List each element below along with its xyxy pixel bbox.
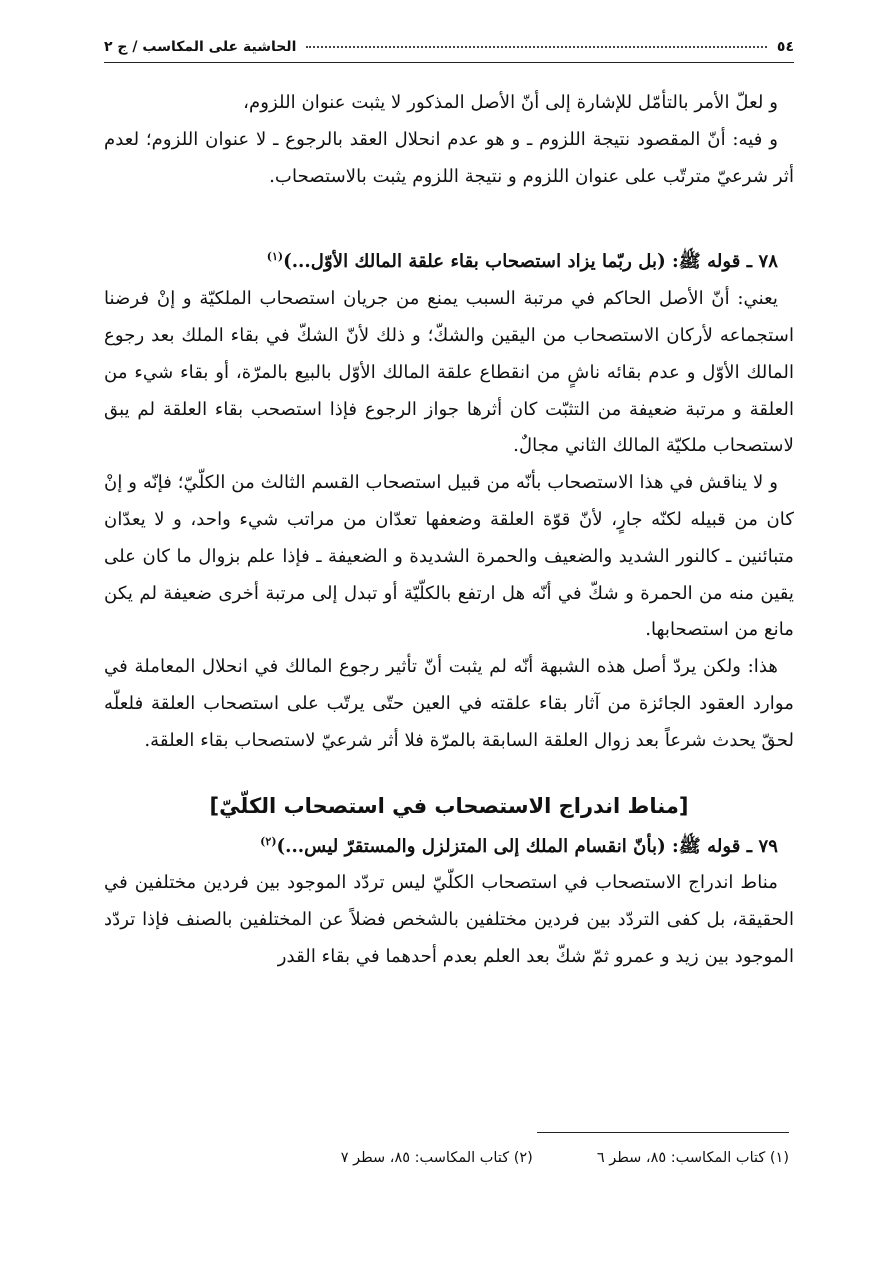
page-number: ٥٤: [776, 39, 794, 55]
section-spacer: [104, 195, 794, 239]
section-79-quote: ٧٩ ـ قوله ﷺ: (بأنّ انقسام الملك إلى المتزلزل والمستقرّ ليس...): [276, 835, 778, 857]
paragraph: مناط اندراج الاستصحاب في استصحاب الكلّيّ ليس تردّد الموجود بين فردين مختلفين في الحقيقة، بل كفى التردّد بين فردين مختلفين بالشخص فضلاً عن المختلفين بالصنف فإذا تردّد الموجود بين زيد و عمرو ثمّ شكّ بعد العلم بعدم أحدهما في بقاء القدر: [104, 872, 794, 968]
footnote-ref-2: (٢): [260, 834, 277, 848]
footnote-1: (١) كتاب المكاسب: ٨٥، سطر ٦: [596, 1150, 789, 1166]
running-header: [104, 34, 794, 63]
section-79-lead: [104, 824, 794, 866]
page: [104, 34, 794, 976]
paragraph: و فيه: أنّ المقصود نتيجة اللزوم ـ و هو عدم انحلال العقد بالرجوع ـ لا عنوان اللزوم؛ لعدم أثر شرعيّ مترتّب على عنوان اللزوم و نتيجة اللزوم يثبت بالاستصحاب.: [104, 128, 794, 187]
paragraph: و لا يناقش في هذا الاستصحاب بأنّه من قبيل استصحاب القسم الثالث من الكلّيّ؛ فإنّه و إنْ كان من قبيله لكنّه جارٍ، لأنّ قوّة العلقة وضعفها تعدّان من مراتب شيء واحد، و لا يعدّان متبائنين ـ كالنور الشديد والضعيف والحمرة الشديدة و الضعيفة ـ فإذا علم بزوال ما كان على يقين منه من الحمرة و شكّ في أنّه هل ارتفع بالكلّيّة أو تبدل إلى مرتبة أخرى ضعيفة لم يكن مانع من استصحابها.: [104, 472, 794, 641]
running-title: الحاشية على المكاسب / ج ٢: [104, 39, 297, 55]
paragraph: هذا: ولكن يردّ أصل هذه الشبهة أنّه لم يثبت أنّ تأثير رجوع المالك في انحلال المعاملة في موارد العقود الجائزة من آثار بقاء علقته في العين حتّى يرتّب على استصحاب العلقة فلعلّه لحقّ يحدث شرعاً بعد زوال العلقة السابقة بالمرّة فلا أثر شرعيّ لاستصحاب بقاء العلقة.: [104, 656, 794, 751]
paragraph: و لعلّ الأمر بالتأمّل للإشارة إلى أنّ الأصل المذكور لا يثبت عنوان اللزوم،: [243, 92, 778, 113]
footnote-2: (٢) كتاب المكاسب: ٨٥، سطر ٧: [340, 1150, 533, 1166]
header-dot-leader: [306, 46, 767, 48]
section-78-quote: ٧٨ ـ قوله ﷺ: (بل ربّما يزاد استصحاب بقاء علقة المالك الأوّل...): [283, 251, 778, 273]
footnotes: [189, 1150, 789, 1166]
section-78-lead: [104, 239, 794, 281]
footnote-divider: [537, 1132, 789, 1133]
page-body: [104, 85, 794, 976]
footnote-ref-1: (١): [266, 250, 284, 264]
paragraph: يعني: أنّ الأصل الحاكم في مرتبة السبب يمنع من جريان استصحاب الملكيّة و إنْ فرضنا استجماعه لأركان الاستصحاب من اليقين والشكّ؛ و ذلك لأنّ الشكّ في بقاء الملك بعد رجوع المالك الأوّل و عدم بقائه ناشٍ من انقطاع علقة المالك الأوّل بالبيع بالمرّة، أو بقاء شيء من العلقة و مرتبة ضعيفة من التثبّت كان أثرها جواز الرجوع فإذا استصحب بقاء العلقة لم يبق لاستصحاب ملكيّة المالك الثاني مجالٌ.: [104, 288, 794, 457]
section-heading: [مناط اندراج الاستصحاب في استصحاب الكلّيّ]: [209, 793, 689, 818]
